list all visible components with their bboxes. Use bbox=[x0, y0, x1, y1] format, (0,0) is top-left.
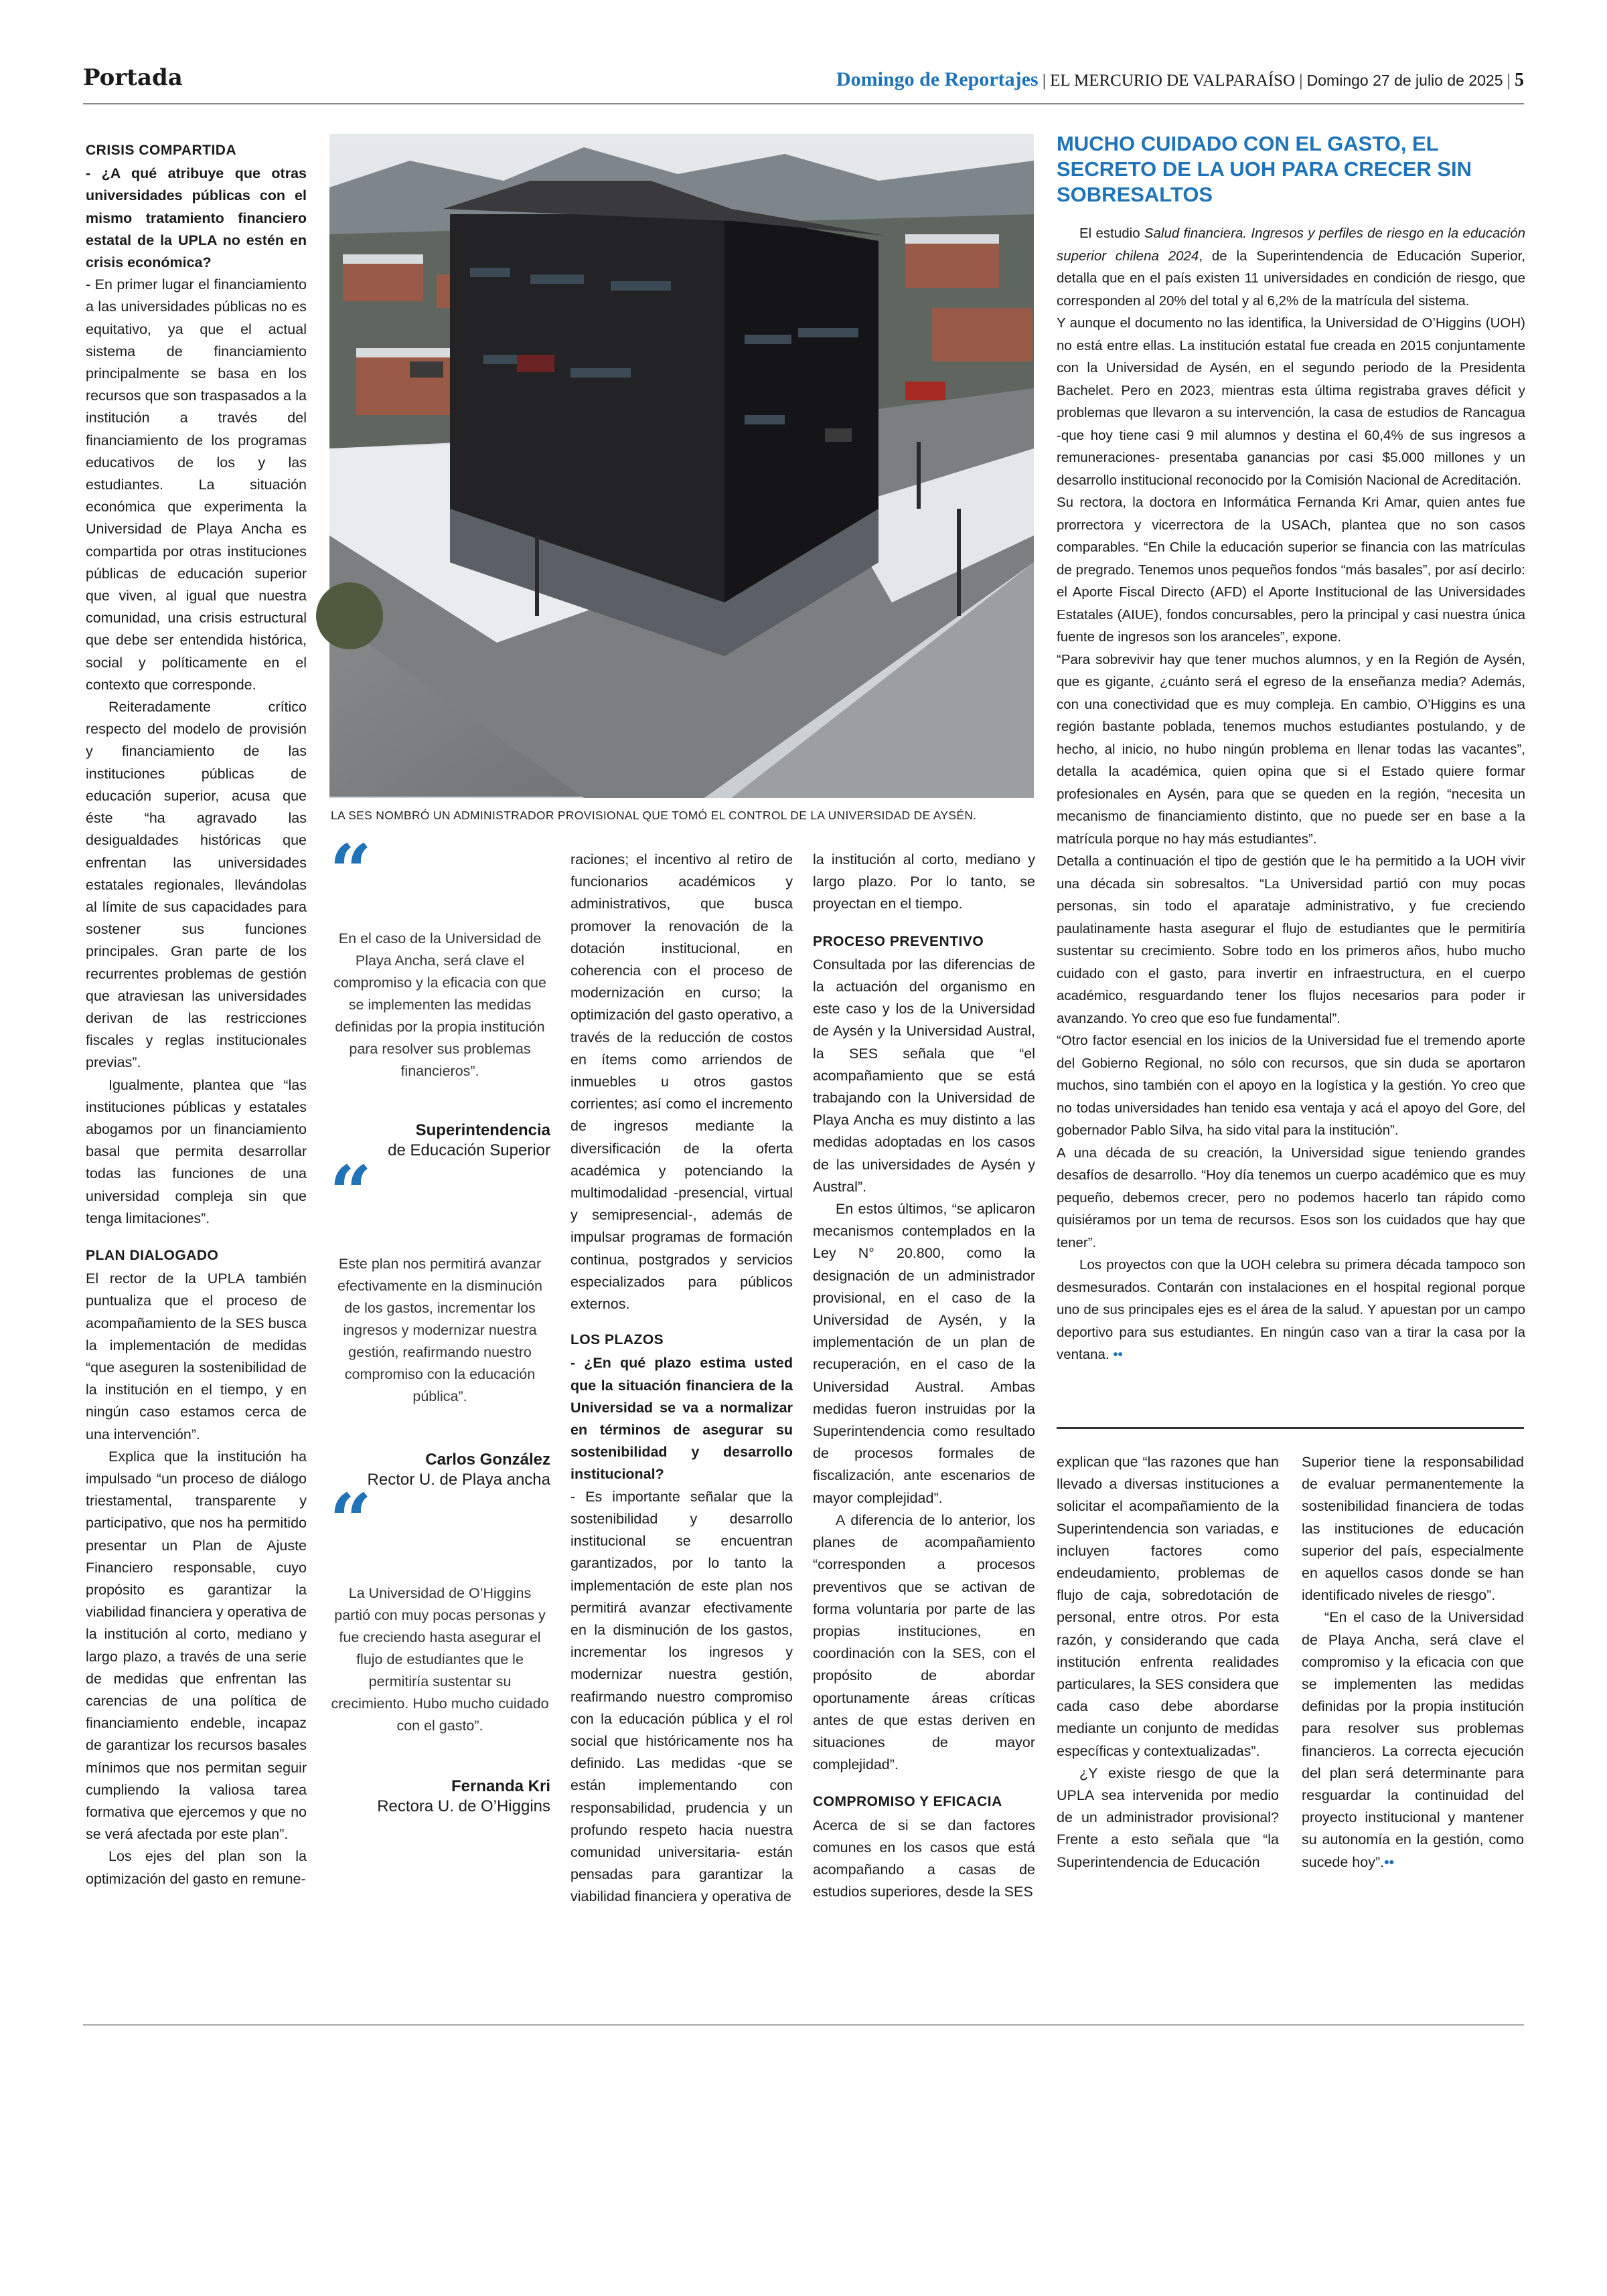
footer-rule bbox=[83, 2024, 1524, 2026]
column-1 bbox=[86, 139, 307, 1890]
sidebar-body bbox=[1057, 222, 1525, 1366]
paragraph: - En primer lugar el financiamiento a las universidades públicas no es equitativo, ya que el actual sistema de financiamiento principalmente se basa en los recursos que son traspasados a la institución a través del financiamiento de los programas educativos de los y las estudiantes. La situación económica que experimenta la Universidad de Playa Ancha es compartida por otras instituciones públicas de educación superior que viven, al igual que nuestra comunidad, una crisis estructural que debe ser entendida histórica, social y políticamente en el contexto que corresponde. bbox=[86, 276, 307, 693]
quote-text: La Universidad de O’Higgins partió con muy pocas personas y fue creciendo hasta asegurar el flujo de estudiantes que le permitiría sustentar su crecimiento. Hubo mucho cuidado con el gasto”. bbox=[331, 1585, 549, 1734]
subheading-proceso: PROCESO PREVENTIVO bbox=[813, 933, 984, 949]
paragraph: Los proyectos con que la UOH celebra su primera década tampoco son desmesurados. Contarán con instalaciones en el hospital regional porque uno de sus principales ejes es el área de la salud. Y apuestan por un campo deportivo para sus estudiantes. En ningún caso van a tirar la casa por la ventana. •• bbox=[1057, 1257, 1525, 1362]
header-rule bbox=[83, 103, 1524, 104]
question: - ¿En qué plazo estima usted que la situación financiera de la Universidad se va a normalizar en términos de asegurar su sostenibilidad y desarrollo institucional? bbox=[570, 1355, 793, 1483]
subheading-crisis: CRISIS COMPARTIDA bbox=[86, 143, 237, 158]
quote-author-role: Rectora U. de O’Higgins bbox=[377, 1797, 550, 1815]
supplement-name: Domingo de Reportajes bbox=[836, 68, 1039, 90]
paragraph: “En el caso de la Universidad de Playa Ancha, será clave el compromiso y la eficacia con que se implementen las medidas definidas por la propia institución para resolver sus problemas financieros. La correcta ejecución del plan será determinante para resguardar la continuidad del proyecto institucional y mantener su autonomía en la gestión, como sucede hoy”.•• bbox=[1302, 1609, 1524, 1870]
masthead: Domingo de Reportajes | EL MERCURIO DE VALPARAÍSO | Domingo 27 de julio de 2025 | 5 bbox=[836, 68, 1524, 90]
paragraph: ¿Y existe riesgo de que la UPLA sea intervenida por medio de un administrador provisional? Frente a esto señala que “la Superintendencia de Educación bbox=[1057, 1765, 1279, 1870]
paragraph: Explica que la institución ha impulsado “un proceso de diálogo triestamental, transparente y participativo, que nos ha permitido presentar un Plan de Ajuste Financiero responsable, cuyo propósito es garantizar la viabilidad financiera y operativa de la institución al corto, mediano y largo plazo, a través de una serie de medidas que enfrentan las carencias de una política de financiamiento endeble, incapaz de garantizar los recursos basales mínimos que nos permitan seguir cumpliendo la valiosa tarea formativa que ejercemos y que no se verá afectada por este plan”. bbox=[86, 1448, 307, 1843]
paragraph: Igualmente, plantea que “las instituciones públicas y estatales abogamos por un financiamiento basal que permita desarrollar todas las funciones de una universidad compleja sin que tenga limitaciones”. bbox=[86, 1076, 307, 1226]
quote-mark-icon: “ bbox=[329, 828, 372, 914]
photo-caption: LA SES NOMBRÓ UN ADMINISTRADOR PROVISIONAL QUE TOMÓ EL CONTROL DE LA UNIVERSIDAD DE AYSÉN. bbox=[331, 809, 977, 822]
quote-author: Superintendencia bbox=[415, 1121, 550, 1139]
sidebar-rule bbox=[1057, 1427, 1524, 1429]
column-3 bbox=[570, 849, 793, 1908]
quote-author-role: Rector U. de Playa ancha bbox=[367, 1471, 550, 1489]
paragraph: la institución al corto, mediano y largo plazo. Por lo tanto, se proyectan en el tiempo. bbox=[813, 851, 1035, 912]
paragraph: Consultada por las diferencias de la actuación del organismo en este caso y los de la Universidad de Aysén y la Universidad Austral, la SES señala que “el acompañamiento que se está trabajando con la Universidad de Playa Ancha es muy distinto a las medidas adoptadas en los casos de las universidades de Aysén y Austral”. bbox=[813, 956, 1035, 1195]
sidebar-box bbox=[1057, 131, 1525, 1366]
paragraph: Acerca de si se dan factores comunes en los casos que está acompañando a casas de estudios superiores, desde la SES bbox=[813, 1817, 1035, 1900]
paragraph: “Otro factor esencial en los inicios de la Universidad fue el tremendo aporte del Gobierno Regional, no sólo con recursos, que sin duda se aportaron muchos, sino también con el apoyo en la logística y la gestión. Yo creo que no todas universidades han tenido esa ventaja y acá el apoyo del Gore, del gobernador Pablo Silva, ha sido vital para la institución”. bbox=[1057, 1033, 1525, 1138]
column-6 bbox=[1302, 1451, 1524, 1874]
column-4 bbox=[813, 849, 1035, 1903]
quote-text: En el caso de la Universidad de Playa Ancha, será clave el compromiso y la eficacia con que se implementen las medidas definidas por la propia institución para resolver sus problemas financieros”. bbox=[333, 930, 546, 1079]
page-header bbox=[83, 64, 1524, 100]
end-mark-icon: •• bbox=[1113, 1347, 1123, 1362]
paragraph: “Para sobrevivir hay que tener muchos alumnos, y en la Región de Aysén, que es gigante, ¿cuánto será el egreso de la enseñanza media? Además, con una conectividad que es muy compleja. En cambio, O’Higgins es una región bastante poblada, tenemos muchos estudiantes postulando, y de hecho, al inicio, no hubo ningún problema en llenar todas las vacantes”, detalla la académica, quien opina que si el Estado quiere formar profesionales en Aysén, para que se queden en la región, “necesita un mecanismo de financiamiento distinto, que no puede ser en base a la matrícula porque no hay más estudiantes”. bbox=[1057, 651, 1525, 847]
paragraph: El estudio Salud financiera. Ingresos y perfiles de riesgo en la educación superior chilena 2024, de la Superintendencia de Educación Superior, detalla que en el país existen 11 universidades en condición de riesgo, que corresponden al 20% del total y al 6,2% de la matrícula del sistema. bbox=[1057, 226, 1525, 309]
paragraph: El rector de la UPLA también puntualiza que el proceso de acompañamiento de la SES busca la implementación de medidas “que aseguren la sostenibilidad de la institución en el tiempo, y en ningún caso estamos cerca de una intervención”. bbox=[86, 1270, 307, 1443]
paragraph: raciones; el incentivo al retiro de funcionarios académicos y administrativos, que busca promover la renovación de la dotación institucional, en coherencia con el proceso de modernización en curso; la optimización del gasto operativo, a través de la reducción de costos en ítems como arriendos de inmuebles u otros gastos corrientes; así como el incremento de ingresos mediante la diversificación de la oferta académica y potenciando la multimodalidad -presencial, virtual y semipresencial-, además de impulsar programas de formación continua, postgrados y servicios especializados para públicos externos. bbox=[570, 851, 793, 1313]
page-number: 5 bbox=[1515, 70, 1524, 90]
question: - ¿A qué atribuye que otras universidades públicas con el mismo tratamiento financiero estatal de la UPLA no estén en crisis económica? bbox=[86, 165, 307, 271]
quote-author-role: de Educación Superior bbox=[388, 1141, 550, 1159]
quote-block bbox=[329, 828, 550, 1166]
paragraph: En estos últimos, “se aplicaron mecanismos contemplados en la Ley N° 20.800, como la designación de un administrador provisional, en el caso de la Universidad de Aysén, y la implementación de un plan de recuperación, en el caso de la Universidad Austral. Ambas medidas fueron instruidas por la Superintendencia como resultado de procesos formales de fiscalización, ante escenarios de mayor complejidad”. bbox=[813, 1201, 1035, 1506]
subheading-compromiso: COMPROMISO Y EFICACIA bbox=[813, 1794, 1002, 1810]
paragraph: - Es importante señalar que la sostenibilidad y desarrollo institucional se encuentran garantizados, por lo tanto la implementación de este plan nos permitirá avanzar efectivamente en la disminución de los gastos, incrementar los ingresos y modernizar nuestra gestión, reafirmando nuestro compromiso con la educación pública y el rol social que históricamente nos ha definido. Las medidas -que se están implementando con responsabilidad, prudencia y un profundo respeto hacia nuestra comunidad universitaria- están pensadas para garantizar la viabilidad financiera y operativa de bbox=[570, 1488, 793, 1905]
subheading-plan: PLAN DIALOGADO bbox=[86, 1247, 219, 1263]
column-5 bbox=[1057, 1451, 1279, 1874]
photo-illustration bbox=[329, 134, 1034, 798]
paragraph: A una década de su creación, la Universidad sigue teniendo grandes desafíos de desarrollo. “Hoy día tenemos un cuerpo académico que es muy pequeño, debemos crecer, pero no podemos hacerlo tan rápido como quisiéramos por un tema de recursos. Esos son los cuidados que hay que tener”. bbox=[1057, 1145, 1525, 1250]
paragraph: A diferencia de lo anterior, los planes de acompañamiento “corresponden a procesos preventivos que se activan de forma voluntaria por parte de las propias instituciones, en coordinación con la SES, con el propósito de abordar oportunamente áreas críticas antes de que estas deriven en situaciones de mayor complejidad”. bbox=[813, 1511, 1035, 1773]
quote-author: Fernanda Kri bbox=[451, 1777, 550, 1795]
paragraph: Su rectora, la doctora en Informática Fernanda Kri Amar, quien antes fue prorrectora y vicerrectora de la USACh, plantea que no son casos comparables. “En Chile la educación superior se financia con las matrículas de pregrado. Tenemos unos pequeños fondos “más basales”, por así decirlo: el Aporte Fiscal Directo (AFD) el Aporte Institucional de las Universidades Estatales (AIUE), fondos concursables, pero la principal y casi nuestra única fuente de ingresos son los aranceles”, expone. bbox=[1057, 495, 1525, 645]
paragraph: Los ejes del plan son la optimización del gasto en remune- bbox=[86, 1848, 307, 1887]
quote-column bbox=[329, 828, 550, 1817]
paragraph: Detalla a continuación el tipo de gestión que le ha permitido a la UOH vivir una década sin sobresaltos. “La Universidad partió con muy pocas personas, sin todo el aparataje administrativo, y fue creciendo paulatinamente hasta asegurar el flujo de estudiantes que le permitiría sustentar su crecimiento. Sobre todo en los primeros años, hubo mucho cuidado con el gasto, para invertir en infraestructura, en el cuerpo académico, resguardando tener los flujos necesarios para poder ir avanzando. Yo creo que eso fue fundamental”. bbox=[1057, 853, 1525, 1026]
quote-mark-icon: “ bbox=[329, 1149, 372, 1236]
paragraph: Y aunque el documento no las identifica, la Universidad de O’Higgins (UOH) no está entre ellas. La institución estatal fue creada en 2015 conjuntamente con la Universidad de Aysén, en el segundo periodo de la Presidenta Bachelet. Pero en 2023, mientras esta última registraba graves déficit y problemas que llevaron a su intervención, la casa de estudios de Rancagua -que hoy tiene casi 9 mil alumnos y destina el 60,4% de sus ingresos a remuneraciones- presentaba ganancias por casi $5.000 millones y un desarrollo institucional reconocido por la Comisión Nacional de Acreditación. bbox=[1057, 315, 1525, 488]
study-title: Salud financiera. Ingresos y perfiles de riesgo en la educación superior chilena 2024 bbox=[1057, 226, 1525, 264]
paragraph: explican que “las razones que han llevado a diversas instituciones a solicitar el acompañamiento de la Superintendencia son variadas, e incluyen factores como endeudamiento, problemas de flujo de caja, sobredotación de personal, entre otros. Por esta razón, y considerando que cada institución enfrenta realidades particulares, la SES considera que cada caso debe abordarse mediante un conjunto de medidas específicas y contextualizadas”. bbox=[1057, 1454, 1279, 1759]
quote-author: Carlos González bbox=[425, 1451, 550, 1469]
quote-text: Este plan nos permitirá avanzar efectivamente en la disminución de los gastos, incrementar los ingresos y modernizar nuestra gestión, reafirmando nuestro compromiso con la educación pública”. bbox=[337, 1256, 542, 1404]
section-label: Portada bbox=[83, 64, 183, 91]
paragraph: Reiteradamente crítico respecto del modelo de provisión y financiamiento de las instituciones públicas de educación superior, acusa que éste “ha agravado las desigualdades históricas que enfrentan las universidades estatales regionales, llevándolas al límite de sus capacidades para sostener sus funciones principales. Gran parte de los recurrentes problemas de gestión que atraviesan las universidades derivan de las restricciones fiscales y reglas institucionales previas”. bbox=[86, 699, 307, 1071]
subheading-plazos: LOS PLAZOS bbox=[570, 1332, 664, 1348]
building-photo bbox=[329, 134, 1034, 798]
quote-mark-icon: “ bbox=[329, 1477, 372, 1564]
issue-date: Domingo 27 de julio de 2025 bbox=[1306, 72, 1503, 89]
newspaper-name: EL MERCURIO DE VALPARAÍSO bbox=[1050, 72, 1296, 90]
paragraph: Superior tiene la responsabilidad de evaluar permanentemente la sostenibilidad financiera de todas las instituciones de educación superior del país, especialmente en aquellos casos donde se han identificado niveles de riesgo”. bbox=[1302, 1454, 1524, 1604]
sidebar-title: MUCHO CUIDADO CON EL GASTO, EL SECRETO DE LA UOH PARA CRECER SIN SOBRESALTOS bbox=[1057, 132, 1472, 206]
end-mark-icon: •• bbox=[1384, 1854, 1395, 1870]
